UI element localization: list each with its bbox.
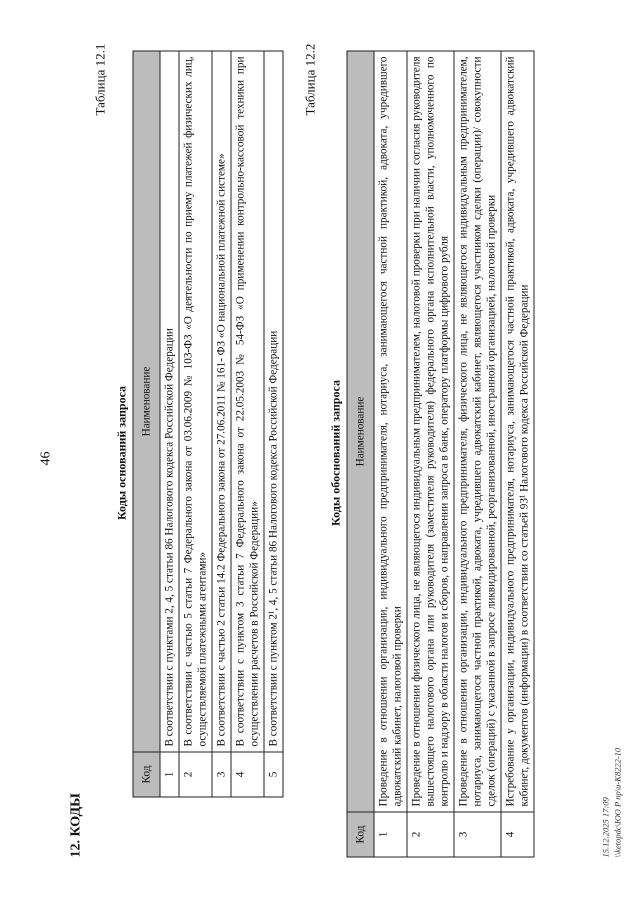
footer-file-path: \\ketopdc\ЮО Р пр\и-К8222-10: [612, 747, 622, 857]
name-cell: Проведение в отношении организации, индивидуального предпринимателя, физического лица, не являющегося индивидуальным предпринимателем, нотариуса, занимающегося частной практикой, адвоката, учредившего адвокатский кабинет, являющегося участником сделки (операции)/ совокупности сделок (операций) с указанной в запросе ликвидированной, реорганизованной, иностранной организацией, налоговой проверки: [454, 51, 501, 812]
table-12-2-caption: Коды обоснований запроса: [328, 379, 342, 526]
footer-timestamp: 15.12.2025 17:09: [600, 796, 610, 857]
table-12-1-caption: Коды оснований запроса: [114, 385, 128, 520]
code-cell: 2: [407, 812, 454, 857]
code-cell: 1: [160, 752, 179, 797]
table-header-row: [133, 51, 160, 797]
table-row: [212, 51, 231, 797]
reasons-table: [132, 50, 283, 797]
code-cell: 5: [264, 752, 283, 797]
name-cell: В соответствии с частью 5 статьи 7 Федерального закона от 03.06.2009 № 103-ФЗ «О деятельности по приему платежей физических лиц, осуществляемой платежными агентами»: [179, 51, 212, 752]
name-cell: В соответствии с частью 2 статьи 14.2 Федерального закона от 27.06.2011 № 161- ФЗ «О национальной платежной системе»: [212, 51, 231, 752]
table-row: [407, 51, 454, 857]
table-12-2-label: Таблица 12.2: [302, 43, 317, 115]
table-row: [231, 51, 264, 797]
code-cell: 3: [212, 752, 231, 797]
table-row: [179, 51, 212, 797]
code-column-header: Код: [347, 812, 374, 857]
code-cell: 1: [374, 812, 407, 857]
name-column-header: Наименование: [347, 51, 374, 812]
justifications-table: [346, 50, 534, 857]
code-cell: 2: [179, 752, 212, 797]
table-row: [374, 51, 407, 857]
table-row: [501, 51, 534, 857]
name-cell: Истребование у организации, индивидуального предпринимателя, нотариуса, занимающегося частной практикой, адвоката, учредившего адвокатский кабинет, документов (информации) в соответствии со статьей 93¹ Налогового кодекса Российской Федерации: [501, 51, 534, 812]
code-cell: 3: [454, 812, 501, 857]
name-cell: В соответствии с пунктом 2¹, 4, 5 статьи 86 Налогового кодекса Российской Федерации: [264, 51, 283, 752]
table-row: [160, 51, 179, 797]
name-cell: В соответствии с пунктами 2, 4, 5 статьи 86 Налогового кодекса Российской Федерации: [160, 51, 179, 752]
table-row: [454, 51, 501, 857]
table-row: [264, 51, 283, 797]
name-cell: Проведение в отношении организации, индивидуального предпринимателя, нотариуса, занимающегося частной практикой, адвоката, учредившего адвокатский кабинет, налоговой проверки: [374, 51, 407, 812]
name-cell: В соответствии с пунктом 3 статьи 7 Федерального закона от 22.05.2003 № 54-ФЗ «О применении контрольно-кассовой техники при осуществлении расчетов в Российской Федерации»: [231, 51, 264, 752]
section-heading: 12. КОДЫ: [68, 792, 83, 857]
name-column-header: Наименование: [133, 51, 160, 752]
code-cell: 4: [231, 752, 264, 797]
table-12-1-label: Таблица 12.1: [92, 43, 107, 115]
table-header-row: [347, 51, 374, 857]
page-number: 46: [38, 451, 53, 465]
code-column-header: Код: [133, 752, 160, 797]
name-cell: Проведение в отношении физического лица, не являющегося индивидуальным предпринимателем, налоговой проверки при наличии согласия руководителя вышестоящего налогового органа или руководителя (заместителя руководителя) федерального органа исполнительной власти, уполномоченного по контролю и надзору в области налогов и сборов, о направлении запроса в банк, оператору платформы цифрового рубля: [407, 51, 454, 812]
code-cell: 4: [501, 812, 534, 857]
